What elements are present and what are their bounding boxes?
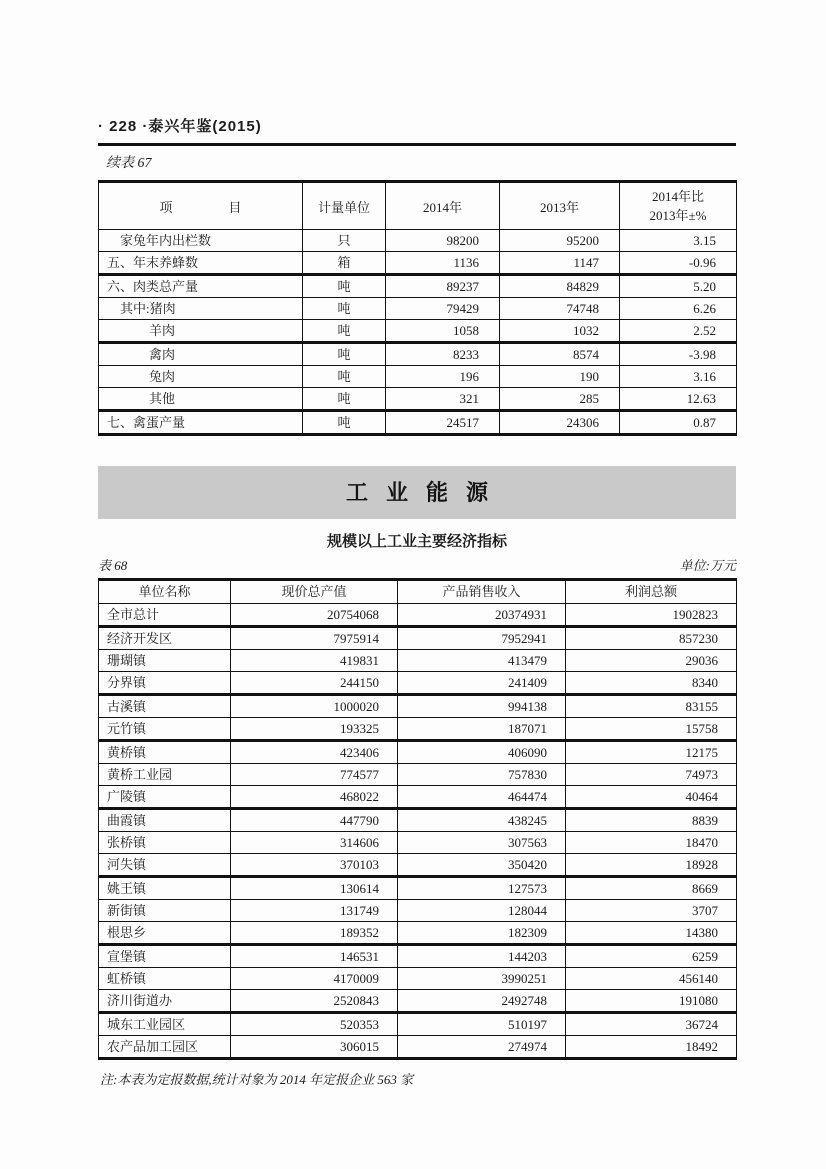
yearbook-page	[98, 0, 736, 1088]
gross-output-cell: 520353	[231, 1013, 398, 1036]
gross-output-cell: 370103	[231, 854, 398, 877]
table68-row	[99, 922, 737, 945]
item-cell: 其他	[99, 388, 303, 411]
value-2013-cell: 84829	[500, 275, 620, 298]
unit-cell: 吨	[303, 298, 386, 320]
sales-revenue-cell: 413479	[398, 650, 566, 672]
total-profit-cell: 83155	[566, 695, 737, 718]
table68-row	[99, 650, 737, 672]
gross-output-cell: 419831	[231, 650, 398, 672]
page-header-text: · 228 ·泰兴年鉴(2015)	[98, 118, 262, 135]
table68-row	[99, 990, 737, 1013]
gross-output-cell: 2520843	[231, 990, 398, 1013]
value-2014-cell: 196	[386, 366, 500, 388]
value-2013-cell: 1147	[500, 252, 620, 275]
col-header-unit: 计量单位	[303, 182, 386, 230]
value-2014-cell: 89237	[386, 275, 500, 298]
gross-output-cell: 1000020	[231, 695, 398, 718]
sales-revenue-cell: 127573	[398, 877, 566, 900]
table67-row	[99, 298, 737, 320]
gross-output-cell: 244150	[231, 672, 398, 695]
sales-revenue-cell: 307563	[398, 832, 566, 854]
unit-name-cell: 新街镇	[99, 900, 231, 922]
gross-output-cell: 468022	[231, 786, 398, 809]
col-header-item-right: 目	[228, 199, 242, 215]
total-profit-cell: 8839	[566, 809, 737, 832]
col-header-2014: 2014年	[386, 182, 500, 230]
sales-revenue-cell: 7952941	[398, 627, 566, 650]
sales-revenue-cell: 20374931	[398, 604, 566, 627]
sales-revenue-cell: 274974	[398, 1036, 566, 1059]
header-rule	[98, 143, 736, 146]
sales-revenue-cell: 510197	[398, 1013, 566, 1036]
table68-row	[99, 832, 737, 854]
table68-body	[99, 604, 737, 1059]
gross-output-cell: 189352	[231, 922, 398, 945]
unit-cell: 吨	[303, 388, 386, 411]
gross-output-cell: 4170009	[231, 968, 398, 990]
value-2014-cell: 24517	[386, 411, 500, 435]
table67-body	[99, 230, 737, 435]
sales-revenue-cell: 182309	[398, 922, 566, 945]
total-profit-cell: 857230	[566, 627, 737, 650]
unit-name-cell: 城东工业园区	[99, 1013, 231, 1036]
sales-revenue-cell: 994138	[398, 695, 566, 718]
pct-change-cell: 0.87	[620, 411, 737, 435]
gross-output-cell: 7975914	[231, 627, 398, 650]
table68-row	[99, 900, 737, 922]
table67-row	[99, 252, 737, 275]
table68-row	[99, 627, 737, 650]
table68-title: 规模以上工业主要经济指标	[326, 533, 507, 550]
unit-name-cell: 黄桥工业园	[99, 764, 231, 786]
sales-revenue-cell: 350420	[398, 854, 566, 877]
table68-row	[99, 695, 737, 718]
table67-row	[99, 230, 737, 252]
gross-output-cell: 20754068	[231, 604, 398, 627]
unit-cell: 吨	[303, 343, 386, 366]
gross-output-cell: 130614	[231, 877, 398, 900]
total-profit-cell: 15758	[566, 718, 737, 741]
table68-label: 表 68	[98, 558, 128, 573]
section-banner-title: 工业能源	[345, 480, 506, 505]
gross-output-cell: 314606	[231, 832, 398, 854]
total-profit-cell: 12175	[566, 741, 737, 764]
gross-output-cell: 774577	[231, 764, 398, 786]
table67-row	[99, 388, 737, 411]
table68-row	[99, 786, 737, 809]
sales-revenue-cell: 241409	[398, 672, 566, 695]
total-profit-cell: 6259	[566, 945, 737, 968]
value-2013-cell: 1032	[500, 320, 620, 343]
table68-row	[99, 1036, 737, 1059]
table67-header-row	[99, 182, 737, 230]
gross-output-cell: 423406	[231, 741, 398, 764]
table67-row	[99, 343, 737, 366]
unit-name-cell: 珊瑚镇	[99, 650, 231, 672]
gross-output-cell: 146531	[231, 945, 398, 968]
unit-name-cell: 根思乡	[99, 922, 231, 945]
table68-row	[99, 945, 737, 968]
value-2014-cell: 321	[386, 388, 500, 411]
table68-row	[99, 718, 737, 741]
value-2013-cell: 190	[500, 366, 620, 388]
sales-revenue-cell: 144203	[398, 945, 566, 968]
value-2014-cell: 79429	[386, 298, 500, 320]
value-2013-cell: 95200	[500, 230, 620, 252]
pct-change-cell: -0.96	[620, 252, 737, 275]
pct-change-cell: 3.16	[620, 366, 737, 388]
col-header-pct-change: 2014年比 2013年±%	[620, 182, 737, 230]
value-2014-cell: 1136	[386, 252, 500, 275]
table68-industry-indicators	[98, 578, 737, 1060]
item-cell: 七、禽蛋产量	[107, 415, 186, 430]
footnote: 注:本表为定报数据,统计对象为 2014 年定报企业 563 家	[100, 1072, 414, 1087]
table68-meta	[98, 558, 736, 574]
gross-output-cell: 447790	[231, 809, 398, 832]
table68-row	[99, 968, 737, 990]
sales-revenue-cell: 3990251	[398, 968, 566, 990]
col-header-unit-name: 单位名称	[99, 580, 231, 604]
table67-row	[99, 411, 737, 435]
unit-name-cell: 黄桥镇	[99, 741, 231, 764]
table68-row	[99, 809, 737, 832]
pct-change-cell: -3.98	[620, 343, 737, 366]
table68-row	[99, 854, 737, 877]
value-2013-cell: 24306	[500, 411, 620, 435]
unit-name-cell: 宣堡镇	[99, 945, 231, 968]
table67-row	[99, 366, 737, 388]
table67-continuation-label: 续表 67	[106, 156, 152, 171]
col-header-sales-revenue: 产品销售收入	[398, 580, 566, 604]
unit-cell: 吨	[303, 366, 386, 388]
table68-row	[99, 672, 737, 695]
unit-cell: 箱	[303, 252, 386, 275]
col-header-2013: 2013年	[500, 182, 620, 230]
value-2014-cell: 98200	[386, 230, 500, 252]
item-cell: 禽肉	[99, 343, 303, 366]
col-header-item	[99, 182, 303, 230]
unit-name-cell: 古溪镇	[99, 695, 231, 718]
sales-revenue-cell: 757830	[398, 764, 566, 786]
value-2013-cell: 8574	[500, 343, 620, 366]
pct-change-cell: 6.26	[620, 298, 737, 320]
sales-revenue-cell: 128044	[398, 900, 566, 922]
total-profit-cell: 3707	[566, 900, 737, 922]
unit-name-cell: 经济开发区	[99, 627, 231, 650]
unit-name-cell: 分界镇	[99, 672, 231, 695]
table68-row	[99, 604, 737, 627]
col-header-item-left: 项	[159, 199, 173, 215]
unit-cell: 只	[303, 230, 386, 252]
item-cell: 六、肉类总产量	[99, 275, 303, 298]
total-profit-cell: 191080	[566, 990, 737, 1013]
pct-change-cell: 2.52	[620, 320, 737, 343]
item-cell: 其中:猪肉	[99, 298, 303, 320]
item-cell: 五、年末养蜂数	[99, 252, 303, 275]
page-header	[98, 118, 736, 136]
table67-row	[99, 275, 737, 298]
sales-revenue-cell: 438245	[398, 809, 566, 832]
unit-name-cell: 曲霞镇	[99, 809, 231, 832]
table68-row	[99, 1013, 737, 1036]
total-profit-cell: 29036	[566, 650, 737, 672]
unit-name-cell: 姚王镇	[99, 877, 231, 900]
sales-revenue-cell: 187071	[398, 718, 566, 741]
col-header-total-profit: 利润总额	[566, 580, 737, 604]
total-profit-cell: 18492	[566, 1036, 737, 1059]
sales-revenue-cell: 464474	[398, 786, 566, 809]
col-header-gross-output: 现价总产值	[231, 580, 398, 604]
unit-name-cell: 张桥镇	[99, 832, 231, 854]
unit-name-cell: 虹桥镇	[99, 968, 231, 990]
total-profit-cell: 74973	[566, 764, 737, 786]
table68-header-row	[99, 580, 737, 604]
value-2014-cell: 8233	[386, 343, 500, 366]
gross-output-cell: 306015	[231, 1036, 398, 1059]
total-profit-cell: 18470	[566, 832, 737, 854]
unit-name-cell: 农产品加工园区	[107, 1039, 199, 1054]
unit-cell: 吨	[303, 320, 386, 343]
total-profit-cell: 36724	[566, 1013, 737, 1036]
gross-output-cell: 131749	[231, 900, 398, 922]
total-profit-cell: 14380	[566, 922, 737, 945]
gross-output-cell: 193325	[231, 718, 398, 741]
sales-revenue-cell: 2492748	[398, 990, 566, 1013]
table68-row	[99, 877, 737, 900]
value-2013-cell: 285	[500, 388, 620, 411]
pct-change-cell: 3.15	[620, 230, 737, 252]
pct-change-cell: 12.63	[620, 388, 737, 411]
total-profit-cell: 8669	[566, 877, 737, 900]
total-profit-cell: 456140	[566, 968, 737, 990]
total-profit-cell: 8340	[566, 672, 737, 695]
section-banner	[98, 466, 736, 519]
table68-row	[99, 741, 737, 764]
pct-change-cell: 5.20	[620, 275, 737, 298]
table68-unit-note: 单位:万元	[679, 558, 736, 573]
unit-cell: 吨	[303, 275, 386, 298]
total-profit-cell: 1902823	[566, 604, 737, 627]
table67-row	[99, 320, 737, 343]
unit-name-cell: 元竹镇	[99, 718, 231, 741]
item-cell: 家兔年内出栏数	[99, 230, 303, 252]
value-2013-cell: 74748	[500, 298, 620, 320]
sales-revenue-cell: 406090	[398, 741, 566, 764]
total-profit-cell: 18928	[566, 854, 737, 877]
unit-cell: 吨	[303, 411, 386, 435]
total-profit-cell: 40464	[566, 786, 737, 809]
value-2014-cell: 1058	[386, 320, 500, 343]
item-cell: 羊肉	[99, 320, 303, 343]
table68-row	[99, 764, 737, 786]
table67-livestock-output	[98, 180, 737, 436]
unit-name-cell: 广陵镇	[99, 786, 231, 809]
unit-name-cell: 全市总计	[99, 604, 231, 627]
unit-name-cell: 河失镇	[99, 854, 231, 877]
item-cell: 兔肉	[99, 366, 303, 388]
unit-name-cell: 济川街道办	[99, 990, 231, 1013]
